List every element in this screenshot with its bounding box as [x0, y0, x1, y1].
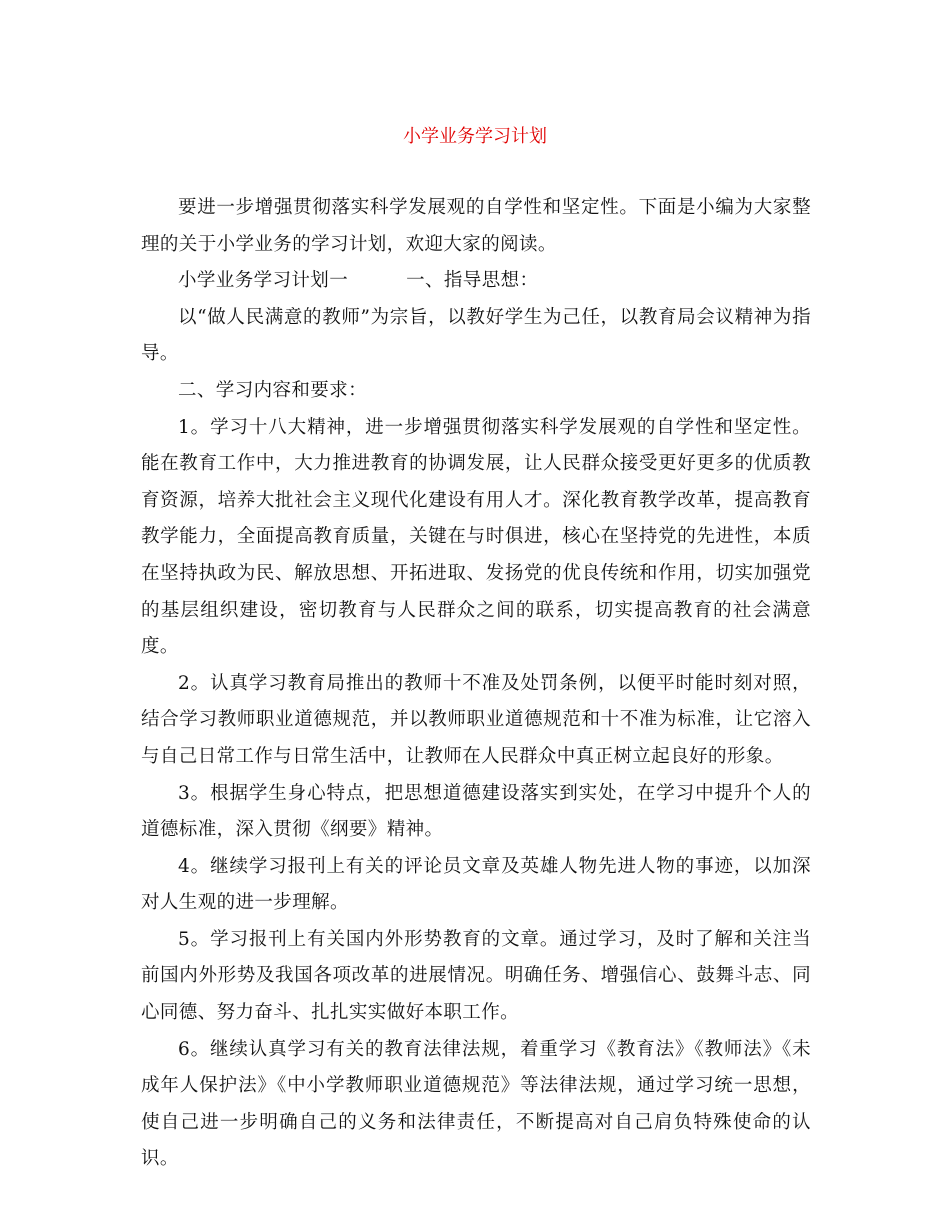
list-item: 4。继续学习报刊上有关的评论员文章及英雄人物先进人物的事迹，以加深对人生观的进一步理解。 [141, 855, 811, 914]
list-item: 1。学习十八大精神，进一步增强贯彻落实科学发展观的自学性和坚定性。能在教育工作中，大力推进教育的协调发展，让人民群众接受更好更多的优质教育资源，培养大批社会主义现代化建设有用人才。深化教育教学改革，提高教育教学能力，全面提高教育质量，关键在与时俱进，核心在坚持党的先进性，本质在坚持执政为民、解放思想、开拓进取、发扬党的优良传统和作用，切实加强党的基层组织建设，密切教育与人民群众之间的联系，切实提高教育的社会满意度。 [141, 416, 811, 658]
list-item: 6。继续认真学习有关的教育法律法规，着重学习《教育法》《教师法》《未成年人保护法》《中小学教师职业道德规范》等法律法规，通过学习统一思想，使自己进一步明确自己的义务和法律责任，不断提高对自己肩负特殊使命的认识。 [141, 1038, 811, 1170]
section2-heading: 二、学习内容和要求： [178, 379, 368, 401]
plan-heading-line [141, 263, 811, 300]
document-title: 小学业务学习计划 [403, 126, 547, 147]
section1-heading: 一、指导思想： [406, 270, 539, 292]
plan-heading: 小学业务学习计划一 [178, 270, 349, 292]
list-item: 2。认真学习教育局推出的教师十不准及处罚条例，以便平时能时刻对照，结合学习教师职业道德规范，并以教师职业道德规范和十不准为标准，让它溶入与自己日常工作与日常生活中，让教师在人民群众中真正树立起良好的形象。 [141, 672, 811, 767]
document-body [141, 190, 811, 1178]
guiding-thought-paragraph: 以“做人民满意的教师”为宗旨，以教好学生为己任，以教育局会议精神为指导。 [141, 306, 811, 365]
list-item: 3。根据学生身心特点，把思想道德建设落实到实处，在学习中提升个人的道德标准，深入贯彻《纲要》精神。 [141, 782, 811, 841]
intro-paragraph: 要进一步增强贯彻落实科学发展观的自学性和坚定性。下面是小编为大家整理的关于小学业务的学习计划，欢迎大家的阅读。 [141, 197, 811, 255]
list-item: 5。学习报刊上有关国内外形势教育的文章。通过学习，及时了解和关注当前国内外形势及我国各项改革的进展情况。明确任务、增强信心、鼓舞斗志、同心同德、努力奋斗、扎扎实实做好本职工作。 [141, 928, 811, 1024]
